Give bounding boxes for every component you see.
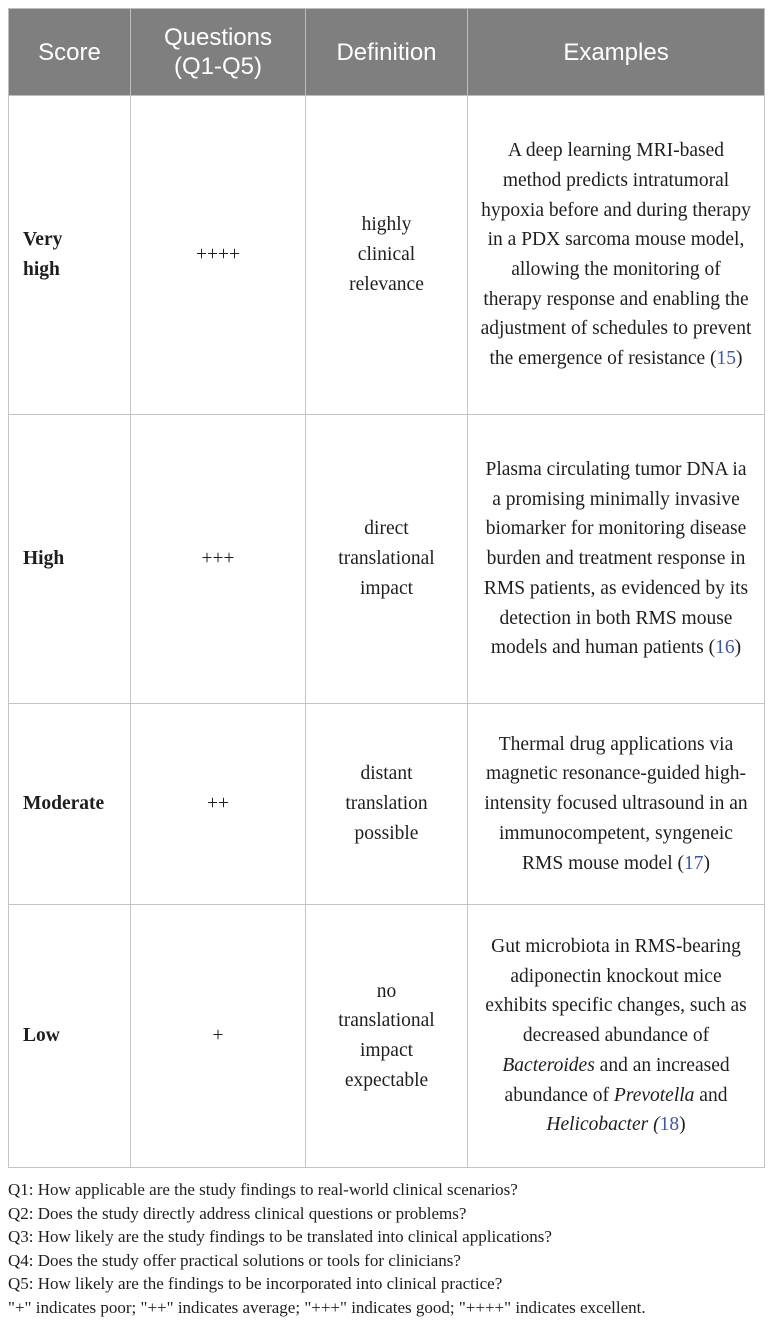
definition-line: clinical — [357, 244, 416, 266]
example-close: ) — [736, 348, 743, 370]
definition-line: translational — [338, 548, 435, 570]
score-line1: Moderate — [23, 793, 105, 815]
table-row — [9, 96, 765, 415]
genus-name: Prevotella — [613, 1084, 695, 1106]
footnote-q2: Q2: Does the study directly address clinical questions or problems? — [8, 1203, 467, 1223]
reference-link[interactable]: 16 — [715, 637, 735, 659]
definition-line: impact — [359, 577, 414, 599]
example-text: and — [694, 1084, 728, 1106]
score-line1: Low — [23, 1025, 60, 1047]
scoring-table — [8, 8, 765, 1168]
definition-cell — [306, 704, 468, 905]
genus-name: Helicobacter ( — [546, 1114, 660, 1136]
score-line1: High — [23, 548, 65, 570]
score-cell — [9, 704, 131, 905]
example-close: ) — [679, 1114, 686, 1136]
example-text: Plasma circulating tumor DNA ia a promising minimally invasive biomarker for monitoring disease burden and treatment response in RMS patients, as evidenced by its detection in both RMS mouse models and human patients ( — [483, 459, 749, 659]
score-line2: high — [23, 259, 60, 280]
example-cell — [468, 704, 765, 905]
example-text: Thermal drug applications via magnetic resonance-guided high-intensity focused ultrasound in an immunocompetent, syngeneic RMS mouse model ( — [484, 733, 748, 874]
footnote-q3: Q3: How likely are the study findings to be translated into clinical applications? — [8, 1227, 552, 1246]
table-row — [9, 704, 765, 905]
example-close: ) — [734, 637, 742, 659]
questions-cell: ++++ — [131, 96, 306, 415]
definition-line: distant — [360, 763, 413, 785]
definition-line: highly — [361, 214, 412, 236]
footnote-q5: Q5: How likely are the findings to be incorporated into clinical practice? — [8, 1274, 503, 1293]
definition-line: relevance — [349, 273, 424, 295]
genus-name: Bacteroides — [502, 1054, 595, 1076]
header-questions — [131, 9, 306, 96]
definition-cell — [306, 96, 468, 415]
header-score: Score — [9, 9, 131, 96]
score-line1: Very — [23, 229, 63, 251]
score-cell — [9, 905, 131, 1168]
header-questions-line1: Questions — [163, 24, 273, 51]
questions-cell: + — [131, 905, 306, 1168]
footnote-legend: "+" indicates poor; "++" indicates average; "+++" indicates good; "++++" indicates excellent. — [8, 1297, 646, 1317]
example-text: Gut microbiota in RMS-bearing adiponectin knockout mice exhibits specific changes, such as decreased abundance of — [485, 936, 747, 1047]
score-cell — [9, 96, 131, 415]
example-cell — [468, 96, 765, 415]
table-header-row — [9, 9, 765, 96]
score-cell — [9, 415, 131, 704]
table-footnotes — [8, 1178, 764, 1319]
example-cell — [468, 905, 765, 1168]
definition-cell — [306, 905, 468, 1168]
definition-line: no — [376, 980, 397, 1002]
footnote-q1: Q1: How applicable are the study findings to real-world clinical scenarios? — [8, 1180, 518, 1199]
example-cell — [468, 415, 765, 704]
definition-line: direct — [364, 518, 409, 540]
example-close: ) — [703, 852, 710, 874]
definition-line: expectable — [344, 1069, 429, 1091]
reference-link[interactable]: 18 — [659, 1114, 680, 1136]
reference-link[interactable]: 15 — [716, 348, 737, 370]
header-examples: Examples — [468, 9, 765, 96]
definition-line: impact — [359, 1040, 414, 1061]
header-definition: Definition — [306, 9, 468, 96]
table-row — [9, 415, 765, 704]
header-questions-line2: (Q1-Q5) — [173, 53, 262, 80]
example-text: and an increased abundance of — [504, 1054, 730, 1106]
questions-cell: +++ — [131, 415, 306, 704]
table-row — [9, 905, 765, 1168]
document-page — [8, 8, 764, 1319]
example-text: A deep learning MRI-based method predicts intratumoral hypoxia before and during therapy in a PDX sarcoma mouse model, allowing the monitoring of therapy response and enabling the adjustment of schedules to prevent the emergence of resistance ( — [480, 140, 752, 370]
reference-link[interactable]: 17 — [683, 852, 704, 874]
definition-line: translational — [338, 1010, 435, 1032]
definition-line: possible — [354, 822, 419, 844]
definition-line: translation — [345, 793, 428, 815]
definition-cell — [306, 415, 468, 704]
questions-cell: ++ — [131, 704, 306, 905]
footnote-q4: Q4: Does the study offer practical solutions or tools for clinicians? — [8, 1250, 461, 1270]
